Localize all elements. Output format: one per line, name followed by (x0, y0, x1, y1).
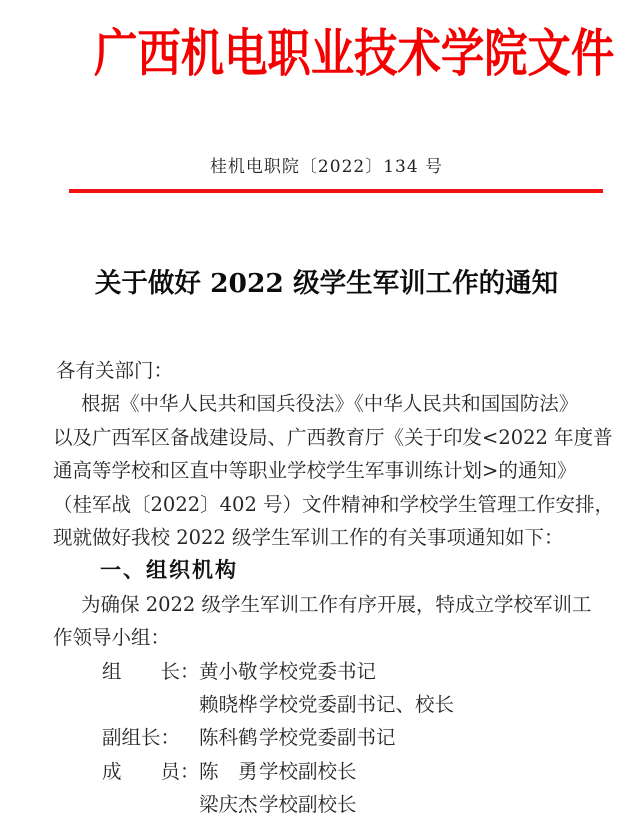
document-title: 关于做好 2022 级学生军训工作的通知 (94, 268, 559, 299)
roster-title: 学校党委书记 (259, 659, 377, 683)
paragraph1-line3: 通高等学校和区直中等职业学校学生军事训练计划>的通知》 (53, 459, 577, 483)
roster-title: 学校副校长 (259, 759, 357, 783)
paragraph1-line4: （桂军战〔2022〕402 号）文件精神和学校学生管理工作安排， (53, 492, 615, 516)
page (53, 0, 615, 829)
paragraph2-line2: 作领导小组： (53, 626, 171, 650)
roster-row (53, 688, 600, 721)
paragraph1-line5: 现就做好我校 2022 级学生军训工作的有关事项通知如下： (53, 525, 564, 549)
red-separator-line (69, 189, 603, 193)
red-header-title: 广西机电职业技术学院文件 (94, 24, 615, 84)
roster-row (53, 655, 600, 688)
document-number: 桂机电职院〔2022〕134 号 (209, 157, 444, 177)
roster-row (53, 788, 600, 821)
paragraph1-line2: 以及广西军区备战建设局、广西教育厅《关于印发<2022 年度普 (53, 425, 613, 449)
salutation: 各有关部门： (56, 359, 174, 382)
paragraph2-line1: 为确保 2022 级学生军训工作有序开展，特成立学校军训工 (81, 592, 592, 616)
roster-name: 梁庆杰 (199, 793, 258, 817)
roster-title: 学校党委副书记、校长 (259, 692, 455, 716)
roster-name: 赖晓桦 (199, 692, 258, 716)
roster-name: 陈 勇 (199, 759, 258, 783)
document-body (53, 354, 615, 821)
section-heading-organization: 一、组织机构 (100, 558, 238, 583)
paragraph1-line1: 根据《中华人民共和国兵役法》《中华人民共和国国防法》 (81, 392, 579, 416)
roster-title: 学校副校长 (259, 793, 357, 817)
roster-row (53, 721, 600, 754)
roster-title: 学校党委副书记 (259, 726, 396, 750)
roster-row (53, 755, 600, 788)
roster-name: 黄小敬 (199, 659, 258, 683)
roster-role: 组 长： (102, 659, 200, 683)
roster-name: 陈科鹤 (199, 726, 258, 750)
roster-role: 成 员： (102, 759, 200, 783)
roster-role: 副组长： (102, 726, 181, 750)
